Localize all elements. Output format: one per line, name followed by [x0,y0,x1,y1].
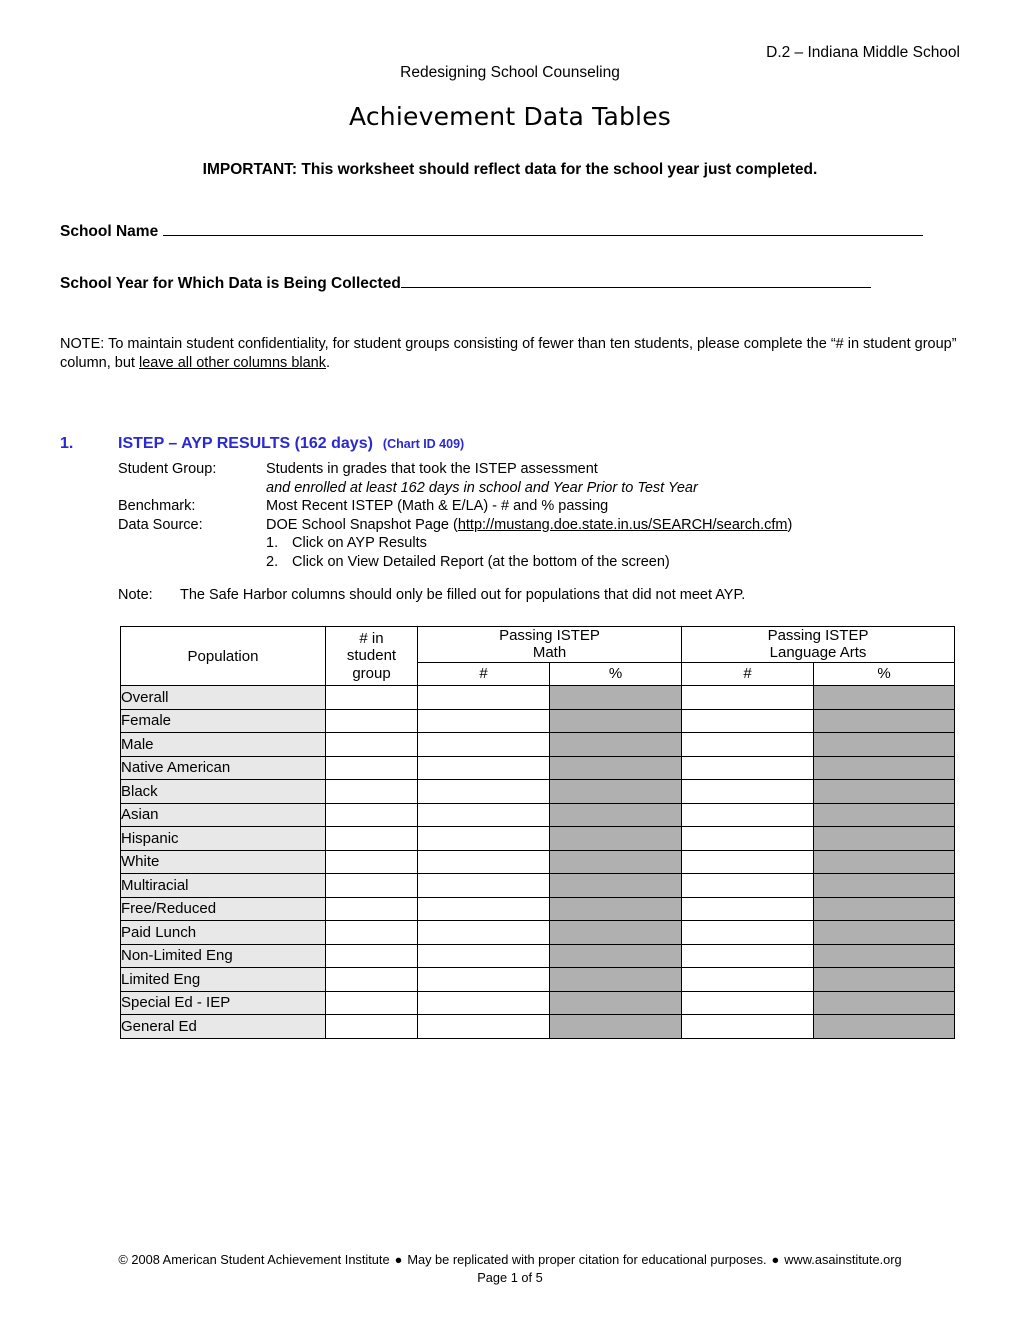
cell-la-percent-shaded [814,709,955,733]
note-text-part2: . [326,355,331,372]
la-head-line1: Passing ISTEP [767,627,869,645]
cell-math-percent-shaded [550,709,682,733]
la-head-line2: Language Arts [769,644,867,662]
footer-copyright: © 2008 American Student Achievement Institute [118,1251,390,1267]
cell-math-number[interactable] [418,921,550,945]
cell-la-number[interactable] [682,709,814,733]
cell-la-percent-shaded [814,944,955,968]
row-label: Hispanic [121,827,326,851]
cell-la-percent-shaded [814,686,955,710]
table-row [121,780,955,804]
row-label: Overall [121,686,326,710]
footer-replication: May be replicated with proper citation for educational purposes. [407,1251,767,1267]
step-2-text: Click on View Detailed Report (at the bottom of the screen) [292,553,670,570]
note-text-part1: NOTE: To maintain student confidentiality, for student groups consisting of fewer than ten students, please complete the “# in student group” column, but [60,336,957,372]
table-row [121,850,955,874]
group-head-line3: group [352,664,391,682]
table-row [121,897,955,921]
math-head-line1: Passing ISTEP [499,627,600,645]
meta-row-student-group [118,460,960,479]
row-label: Female [121,709,326,733]
column-header-la-percent: % [814,662,955,686]
cell-la-number[interactable] [682,991,814,1015]
meta-row-student-group-cont [118,479,960,498]
cell-la-number[interactable] [682,850,814,874]
cell-math-number[interactable] [418,850,550,874]
meta-label-data-source: Data Source: [118,516,203,533]
table-row [121,709,955,733]
row-label: General Ed [121,1015,326,1039]
important-notice: IMPORTANT: This worksheet should reflect data for the school year just completed. [202,161,818,178]
cell-la-percent-shaded [814,756,955,780]
step-2-number: 2. [266,553,279,570]
row-label: Black [121,780,326,804]
data-source-link[interactable]: http://mustang.doe.state.in.us/SEARCH/search.cfm [457,516,788,533]
footer-page-number: Page 1 of 5 [477,1270,543,1286]
meta-row-data-source [118,516,960,535]
cell-student-group[interactable] [326,897,418,921]
cell-math-number[interactable] [418,1015,550,1039]
cell-student-group[interactable] [326,709,418,733]
section-heading-row [60,435,960,453]
cell-math-number[interactable] [418,944,550,968]
cell-la-percent-shaded [814,827,955,851]
cell-math-percent-shaded [550,803,682,827]
cell-la-percent-shaded [814,850,955,874]
row-label: Free/Reduced [121,897,326,921]
row-label: Paid Lunch [121,921,326,945]
meta-value-benchmark: Most Recent ISTEP (Math & E/LA) - # and % passing [266,498,609,515]
table-row [121,968,955,992]
cell-math-percent-shaded [550,780,682,804]
cell-math-percent-shaded [550,944,682,968]
cell-student-group[interactable] [326,921,418,945]
cell-la-number[interactable] [682,921,814,945]
cell-math-percent-shaded [550,850,682,874]
cell-student-group[interactable] [326,827,418,851]
meta-label-student-group: Student Group: [118,461,217,478]
cell-math-number[interactable] [418,756,550,780]
cell-student-group[interactable] [326,803,418,827]
cell-student-group[interactable] [326,850,418,874]
table-row [121,686,955,710]
cell-math-number[interactable] [418,709,550,733]
note-text-underlined: leave all other columns blank [139,355,326,372]
table-header-row-1 [121,627,955,663]
section-istep-ayp [60,435,960,1038]
row-label: Special Ed - IEP [121,991,326,1015]
cell-math-number[interactable] [418,874,550,898]
footer-website: www.asainstitute.org [784,1251,902,1267]
cell-math-percent-shaded [550,686,682,710]
table-row [121,827,955,851]
table-row [121,803,955,827]
cell-student-group[interactable] [326,756,418,780]
cell-la-percent-shaded [814,968,955,992]
cell-math-number[interactable] [418,733,550,757]
cell-math-percent-shaded [550,1015,682,1039]
row-label: White [121,850,326,874]
school-name-field [60,221,960,241]
section-meta [118,460,960,604]
step-1-text: Click on AYP Results [292,535,427,552]
cell-math-number[interactable] [418,827,550,851]
cell-la-number[interactable] [682,944,814,968]
school-name-label: School Name [60,223,159,240]
cell-la-number[interactable] [682,686,814,710]
cell-la-percent-shaded [814,991,955,1015]
page-title: Achievement Data Tables [349,102,671,131]
section-number: 1. [60,435,74,453]
cell-la-percent-shaded [814,803,955,827]
cell-math-percent-shaded [550,827,682,851]
row-label: Non-Limited Eng [121,944,326,968]
cell-student-group[interactable] [326,991,418,1015]
cell-math-percent-shaded [550,874,682,898]
cell-math-percent-shaded [550,756,682,780]
meta-row-benchmark [118,497,960,516]
meta-value-student-group-cont: and enrolled at least 162 days in school and Year Prior to Test Year [266,479,698,496]
cell-math-percent-shaded [550,921,682,945]
cell-student-group[interactable] [326,968,418,992]
cell-la-percent-shaded [814,921,955,945]
cell-student-group[interactable] [326,944,418,968]
meta-label-blank [118,479,266,498]
cell-student-group[interactable] [326,780,418,804]
cell-la-number[interactable] [682,897,814,921]
column-header-population: Population [121,627,326,686]
cell-la-percent-shaded [814,780,955,804]
school-name-blank[interactable] [163,221,923,236]
cell-math-number[interactable] [418,780,550,804]
cell-math-number[interactable] [418,991,550,1015]
step-1-number: 1. [266,535,279,552]
safe-harbor-note-value: The Safe Harbor columns should only be filled out for populations that did not meet AYP. [180,586,746,603]
safe-harbor-note-label: Note: [118,586,153,603]
page-header [60,38,960,82]
safe-harbor-note [118,586,960,605]
cell-la-percent-shaded [814,874,955,898]
cell-la-number[interactable] [682,968,814,992]
cell-student-group[interactable] [326,874,418,898]
school-year-label: School Year for Which Data is Being Collected [60,275,401,292]
cell-math-number[interactable] [418,968,550,992]
data-source-step-1 [266,534,960,553]
table-row [121,944,955,968]
school-year-blank[interactable] [401,273,871,288]
cell-la-number[interactable] [682,733,814,757]
cell-la-percent-shaded [814,733,955,757]
column-header-student-group [326,627,418,686]
cell-student-group[interactable] [326,1015,418,1039]
cell-la-percent-shaded [814,897,955,921]
footer-line-1 [0,1251,1020,1270]
cell-la-number[interactable] [682,874,814,898]
column-header-la-number: # [682,662,814,686]
header-center-label: Redesigning School Counseling [400,64,620,81]
confidentiality-note [60,335,960,373]
bullet-icon: ● [394,1251,403,1267]
school-year-field [60,273,960,293]
meta-value-data-source [266,516,960,535]
cell-math-percent-shaded [550,897,682,921]
page-footer [0,1251,1020,1288]
group-head-line1: # in [359,630,384,648]
chart-id-label: (Chart ID 409) [382,437,465,452]
cell-student-group[interactable] [326,686,418,710]
table-row [121,874,955,898]
cell-math-number[interactable] [418,686,550,710]
cell-la-number[interactable] [682,1015,814,1039]
cell-la-percent-shaded [814,1015,955,1039]
column-header-passing-math [418,627,682,663]
cell-math-number[interactable] [418,897,550,921]
row-label: Limited Eng [121,968,326,992]
cell-la-number[interactable] [682,827,814,851]
group-head-line2: student [346,647,397,665]
cell-math-percent-shaded [550,733,682,757]
cell-la-number[interactable] [682,803,814,827]
data-source-prefix: DOE School Snapshot Page ( [266,516,458,533]
table-row [121,756,955,780]
table-row [121,991,955,1015]
column-header-math-number: # [418,662,550,686]
cell-math-number[interactable] [418,803,550,827]
table-row [121,733,955,757]
cell-la-number[interactable] [682,756,814,780]
cell-la-number[interactable] [682,780,814,804]
section-heading: ISTEP – AYP RESULTS (162 days) [118,435,373,453]
bullet-icon: ● [771,1251,780,1267]
data-source-suffix: ) [787,516,793,533]
row-label: Multiracial [121,874,326,898]
cell-student-group[interactable] [326,733,418,757]
data-source-step-2 [266,553,960,572]
column-header-passing-language-arts [682,627,955,663]
row-label: Native American [121,756,326,780]
achievement-data-table [120,626,955,1039]
header-right-label: D.2 – Indiana Middle School [766,44,960,61]
meta-value-student-group: Students in grades that took the ISTEP assessment [266,461,598,478]
cell-math-percent-shaded [550,991,682,1015]
cell-math-percent-shaded [550,968,682,992]
table-body [121,686,955,1039]
row-label: Male [121,733,326,757]
meta-label-benchmark: Benchmark: [118,498,196,515]
table-row [121,921,955,945]
column-header-math-percent: % [550,662,682,686]
row-label: Asian [121,803,326,827]
table-row [121,1015,955,1039]
math-head-line2: Math [532,644,567,662]
